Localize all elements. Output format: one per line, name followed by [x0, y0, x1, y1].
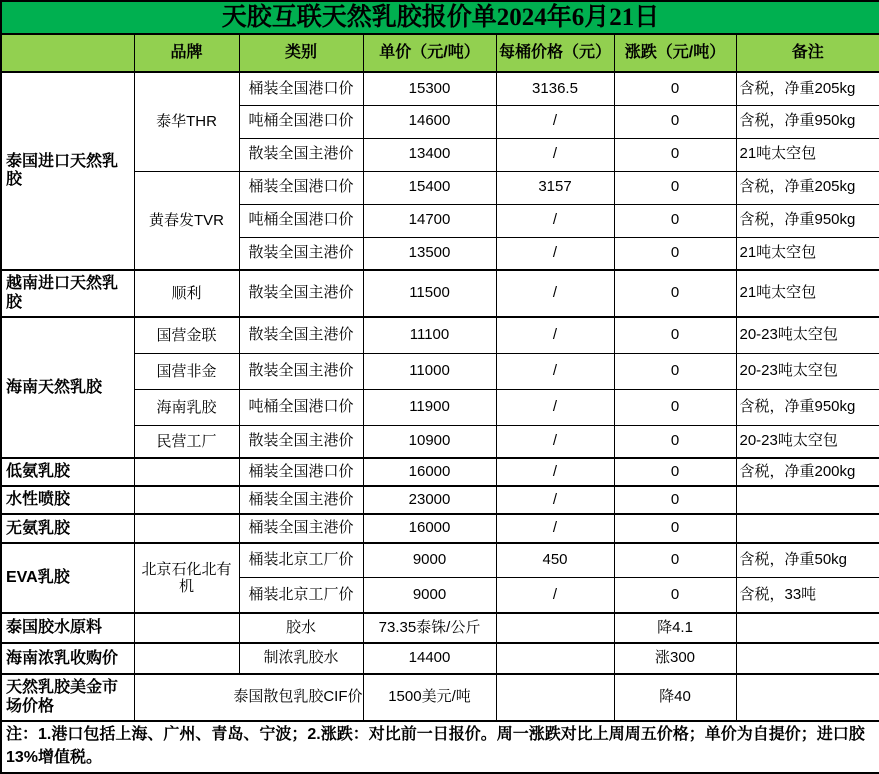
cell-category: 桶装全国主港价: [239, 486, 363, 514]
table-row: [1, 72, 879, 105]
cell-value: 73.35泰铢/公斤: [363, 613, 496, 643]
cell-brand: 北京石化北有机: [134, 543, 239, 613]
cell-group-name: 低氨乳胶: [1, 458, 134, 486]
cell-value: /: [496, 138, 614, 171]
cell-value: /: [496, 317, 614, 353]
cell-category: 散装全国主港价: [239, 425, 363, 458]
cell-group-name: 水性喷胶: [1, 486, 134, 514]
cell-value: 0: [614, 72, 736, 105]
cell-value: 0: [614, 105, 736, 138]
cell-remark: 20-23吨太空包: [736, 425, 879, 458]
cell-value: 14700: [363, 204, 496, 237]
cell-group-name: 海南浓乳收购价: [1, 643, 134, 674]
cell-brand: 民营工厂: [134, 425, 239, 458]
cell-category: 散装全国主港价: [239, 138, 363, 171]
cell-value: 3157: [496, 171, 614, 204]
cell-remark: 含税，净重205kg: [736, 171, 879, 204]
cell-category: 桶装全国港口价: [239, 171, 363, 204]
cell-value: /: [496, 270, 614, 317]
header-barrel-price: 每桶价格（元）: [496, 34, 614, 72]
cell-value: 450: [496, 543, 614, 577]
cell-group-name: 泰国胶水原料: [1, 613, 134, 643]
cell-category: 泰国散包乳胶CIF价: [134, 674, 363, 721]
cell-remark: 含税，净重950kg: [736, 204, 879, 237]
cell-category: 桶装全国港口价: [239, 72, 363, 105]
cell-remark: [736, 643, 879, 674]
cell-group-name: 泰国进口天然乳胶: [1, 72, 134, 270]
footnote-text: 注：1.港口包括上海、广州、青岛、宁波；2.涨跌：对比前一日报价。周一涨跌对比上周周五价格；单价为自提价；进口胶13%增值税。: [1, 721, 879, 773]
cell-value: 降40: [614, 674, 736, 721]
header-category: 类别: [239, 34, 363, 72]
footnote-row: [1, 721, 879, 773]
cell-value: 15300: [363, 72, 496, 105]
cell-remark: 20-23吨太空包: [736, 317, 879, 353]
cell-value: 0: [614, 138, 736, 171]
cell-value: 0: [614, 237, 736, 270]
cell-value: 15400: [363, 171, 496, 204]
cell-value: 降4.1: [614, 613, 736, 643]
cell-brand: [134, 514, 239, 543]
cell-category: 散装全国主港价: [239, 317, 363, 353]
cell-group-name: 越南进口天然乳胶: [1, 270, 134, 317]
table-row: [1, 514, 879, 543]
cell-value: /: [496, 577, 614, 613]
cell-brand: [134, 486, 239, 514]
cell-value: 0: [614, 543, 736, 577]
cell-brand: 海南乳胶: [134, 389, 239, 425]
column-header-row: [1, 34, 879, 72]
cell-category: 桶装全国主港价: [239, 514, 363, 543]
cell-value: /: [496, 389, 614, 425]
cell-value: /: [496, 425, 614, 458]
cell-value: /: [496, 486, 614, 514]
cell-remark: 含税，净重205kg: [736, 72, 879, 105]
cell-value: 0: [614, 577, 736, 613]
cell-value: 10900: [363, 425, 496, 458]
cell-value: 0: [614, 204, 736, 237]
cell-value: /: [496, 237, 614, 270]
cell-value: 11000: [363, 353, 496, 389]
cell-brand: 国营非金: [134, 353, 239, 389]
cell-category: 制浓乳胶水: [239, 643, 363, 674]
table-row: [1, 270, 879, 317]
cell-brand: [134, 613, 239, 643]
cell-remark: 21吨太空包: [736, 138, 879, 171]
cell-value: [496, 674, 614, 721]
cell-value: /: [496, 204, 614, 237]
cell-remark: 21吨太空包: [736, 270, 879, 317]
cell-category: 吨桶全国港口价: [239, 389, 363, 425]
cell-remark: 20-23吨太空包: [736, 353, 879, 389]
cell-value: 13500: [363, 237, 496, 270]
cell-brand: 国营金联: [134, 317, 239, 353]
cell-value: 0: [614, 353, 736, 389]
cell-group-name: 海南天然乳胶: [1, 317, 134, 458]
cell-brand: 顺利: [134, 270, 239, 317]
cell-remark: 含税，净重200kg: [736, 458, 879, 486]
cell-remark: [736, 613, 879, 643]
cell-value: 3136.5: [496, 72, 614, 105]
cell-value: 11900: [363, 389, 496, 425]
header-remark: 备注: [736, 34, 879, 72]
cell-value: 0: [614, 270, 736, 317]
cell-category: 散装全国主港价: [239, 353, 363, 389]
cell-category: 吨桶全国港口价: [239, 105, 363, 138]
cell-remark: 21吨太空包: [736, 237, 879, 270]
cell-value: /: [496, 353, 614, 389]
header-unit-price: 单价（元/吨）: [363, 34, 496, 72]
cell-value: 23000: [363, 486, 496, 514]
cell-value: 0: [614, 486, 736, 514]
cell-value: 0: [614, 317, 736, 353]
table-row: [1, 543, 879, 577]
table-row: [1, 317, 879, 353]
header-change: 涨跌（元/吨）: [614, 34, 736, 72]
cell-value: 9000: [363, 543, 496, 577]
table-row: [1, 458, 879, 486]
page-title: 天胶互联天然乳胶报价单2024年6月21日: [1, 1, 879, 34]
cell-brand: 黄春发TVR: [134, 171, 239, 270]
cell-value: 16000: [363, 514, 496, 543]
cell-value: /: [496, 458, 614, 486]
cell-value: /: [496, 514, 614, 543]
cell-value: 0: [614, 514, 736, 543]
cell-value: 13400: [363, 138, 496, 171]
cell-remark: 含税，净重950kg: [736, 105, 879, 138]
cell-value: /: [496, 105, 614, 138]
cell-value: 11500: [363, 270, 496, 317]
cell-value: [496, 643, 614, 674]
header-blank: [1, 34, 134, 72]
price-table-body: [1, 72, 879, 721]
cell-value: 14600: [363, 105, 496, 138]
header-brand: 品牌: [134, 34, 239, 72]
cell-brand: [134, 643, 239, 674]
cell-value: 11100: [363, 317, 496, 353]
cell-value: [496, 613, 614, 643]
cell-brand: [134, 458, 239, 486]
cell-remark: 含税，净重50kg: [736, 543, 879, 577]
cell-value: 9000: [363, 577, 496, 613]
cell-remark: [736, 486, 879, 514]
cell-value: 涨300: [614, 643, 736, 674]
cell-remark: 含税，33吨: [736, 577, 879, 613]
cell-value: 0: [614, 425, 736, 458]
cell-category: 桶装北京工厂价: [239, 543, 363, 577]
table-row: [1, 486, 879, 514]
cell-brand: 泰华THR: [134, 72, 239, 171]
table-row: [1, 613, 879, 643]
cell-category: 散装全国主港价: [239, 237, 363, 270]
cell-group-name: EVA乳胶: [1, 543, 134, 613]
cell-value: 0: [614, 458, 736, 486]
cell-category: 桶装北京工厂价: [239, 577, 363, 613]
cell-value: 0: [614, 389, 736, 425]
title-row: [1, 1, 879, 34]
cell-remark: [736, 674, 879, 721]
cell-category: 胶水: [239, 613, 363, 643]
cell-category: 吨桶全国港口价: [239, 204, 363, 237]
table-row: [1, 674, 879, 721]
cell-value: 16000: [363, 458, 496, 486]
cell-remark: [736, 514, 879, 543]
cell-group-name: 无氨乳胶: [1, 514, 134, 543]
cell-category: 桶装全国港口价: [239, 458, 363, 486]
cell-group-name: 天然乳胶美金市场价格: [1, 674, 134, 721]
cell-value: 0: [614, 171, 736, 204]
cell-value: 1500美元/吨: [363, 674, 496, 721]
table-row: [1, 643, 879, 674]
cell-value: 14400: [363, 643, 496, 674]
cell-category: 散装全国主港价: [239, 270, 363, 317]
cell-remark: 含税，净重950kg: [736, 389, 879, 425]
